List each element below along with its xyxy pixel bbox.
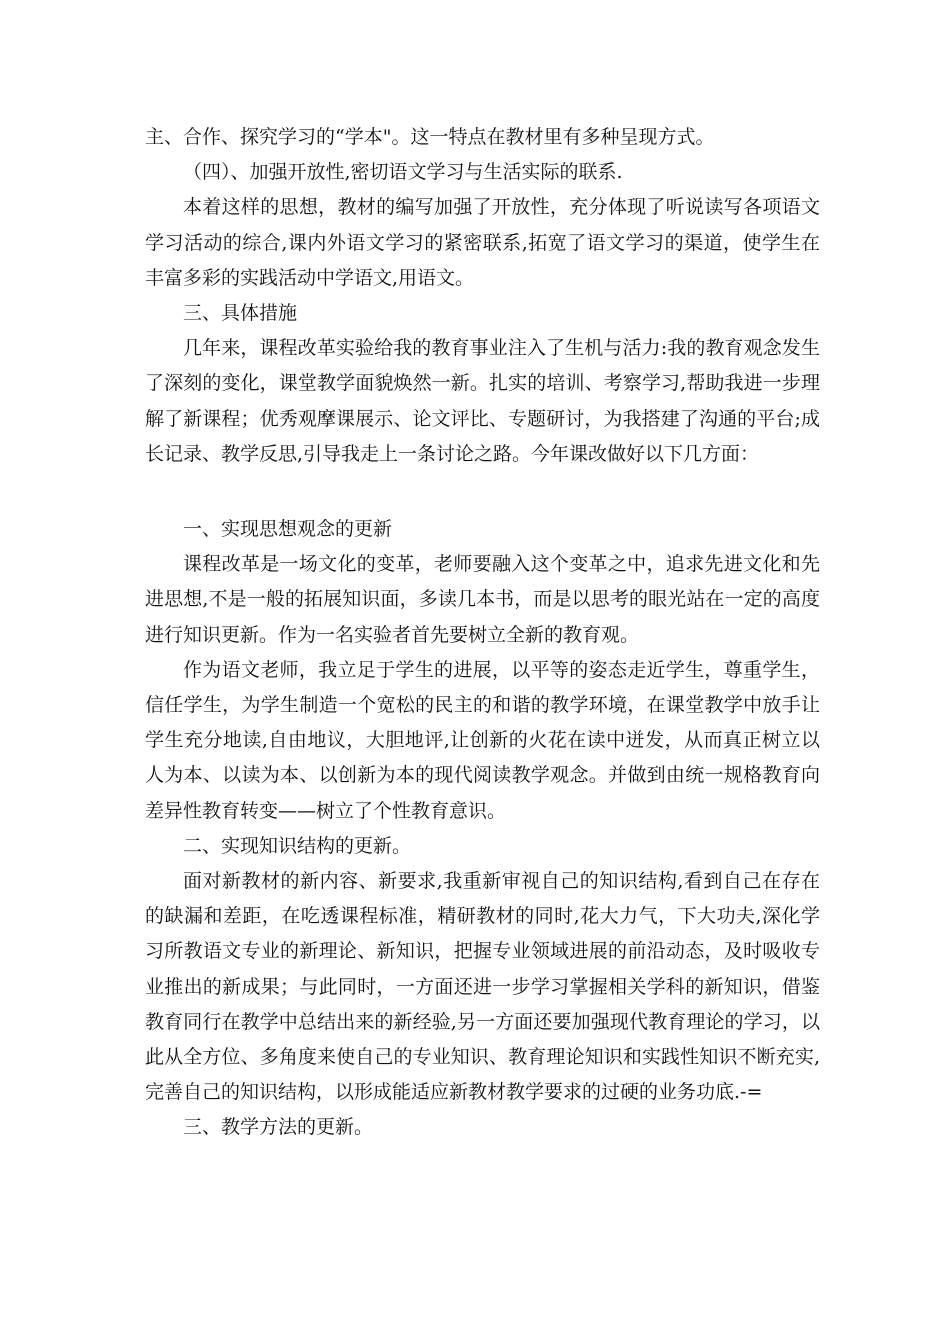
section-heading-measures: 三、具体措施 <box>183 302 298 325</box>
section-heading-ideas: 一、实现思想观念的更新 <box>183 518 393 541</box>
paragraph-years: 几年来，课程改革实验给我的教育事业注入了生机与活力:我的教育观念发生了深刻的变化，课堂教学面貌焕然一新。扎实的培训、考察学习,帮助我进一步理解了新课程；优秀观摩课展示、论文评比、专题研讨，为我搭建了沟通的平台;成长记录、教学反思,引导我走上一条讨论之路。今年课改做好以下几方面： <box>145 337 820 465</box>
section-heading-methods: 三、教学方法的更新。 <box>183 1116 374 1139</box>
paragraph-reform: 课程改革是一场文化的变革，老师要融入这个变革之中，追求先进文化和先进思想,不是一般的拓展知识面，多读几本书，而是以思考的眼光站在一定的高度进行知识更新。作为一名实验者首先要树立全新的教育观。 <box>145 553 820 646</box>
paragraph-openness: 本着这样的思想，教材的编写加强了开放性，充分体现了听说读写各项语文学习活动的综合,课内外语文学习的紧密联系,拓宽了语文学习的渠道，使学生在丰富多彩的实践活动中学语文,用语文。 <box>145 196 820 289</box>
section-heading-knowledge: 二、实现知识结构的更新。 <box>183 834 412 857</box>
paragraph-continuation: 主、合作、探究学习的“学本"。这一特点在教材里有多种呈现方式。 <box>145 126 715 148</box>
blank-line <box>145 472 820 512</box>
section-heading-4: （四）、加强开放性,密切语文学习与生活实际的联系. <box>183 161 623 184</box>
document-page <box>145 120 820 1146</box>
paragraph-teacher: 作为语文老师，我立足于学生的进展，以平等的姿态走近学生，尊重学生，信任学生，为学生制造一个宽松的民主的和谐的教学环境，在课堂教学中放手让学生充分地读,自由地议，大胆地评,让创新的火花在读中迸发，从而真正树立以人为本、以读为本、以创新为本的现代阅读教学观念。并做到由统一规格教育向差异性教育转变——树立了个性教育意识。 <box>145 658 820 822</box>
paragraph-knowledge: 面对新教材的新内容、新要求,我重新审视自己的知识结构,看到自己在存在的缺漏和差距，在吃透课程标准，精研教材的同时,花大力气，下大功夫,深化学习所教语文专业的新理论、新知识，把握专业领域进展的前沿动态，及时吸收专业推出的新成果；与此同时，一方面还进一步学习掌握相关学科的新知识，借鉴教育同行在教学中总结出来的新经验,另一方面还要加强现代教育理论的学习，以此从全方位、多角度来使自己的专业知识、教育理论知识和实践性知识不断充实,完善自己的知识结构，以形成能适应新教材教学要求的过硬的业务功底.-= <box>145 870 820 1104</box>
